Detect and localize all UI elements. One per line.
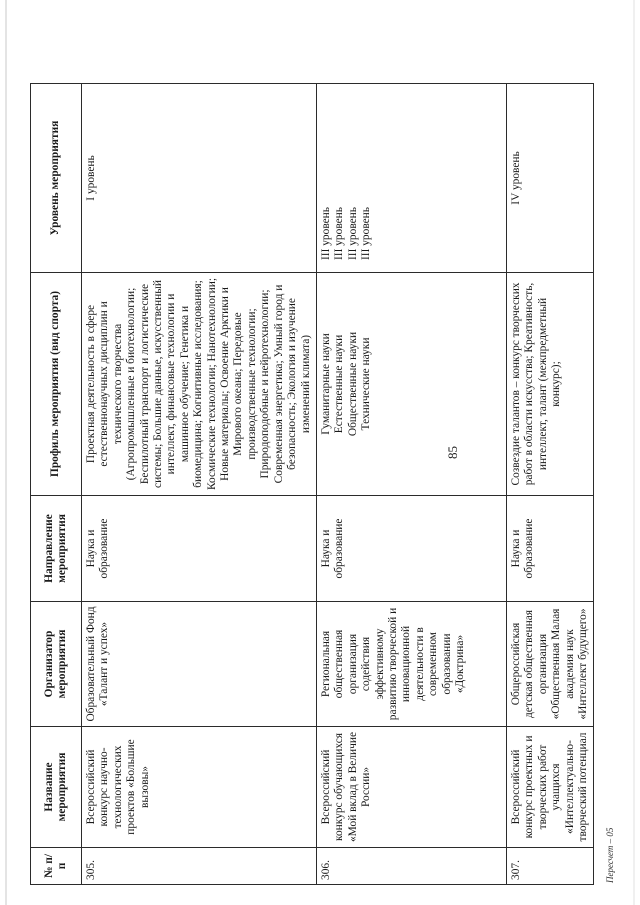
header-num: № п/п: [31, 848, 82, 885]
event-organizer: Общероссийская детская общественная организация «Общественная Малая академия наук «Интеллект будущего»: [506, 602, 593, 727]
header-name: Название мероприятия: [31, 727, 82, 848]
event-profile: Проектная деятельность в сфере естественнонаучных дисциплин и технического творчества (Агропромышленные и биотехнологии; Беспилотный транспорт и логистические системы; Большие данные, искусственный интеллект, финансовые технологии и машинное обучение; Генетика и биомедицина; Когнитивные исследования; Космические технологии; Нанотехнологии; Новые материалы; Освоение Арктики и Мирового океана; Передовые производственные технологии; Природоподобные и нейротехнологии; Современная энергетика; Умный город и безопасность; Экология и изучение изменений климата): [82, 273, 317, 496]
level-item: III уровень: [333, 207, 346, 260]
profile-item: Гуманитарные науки: [319, 333, 332, 435]
table-row: [316, 84, 506, 885]
event-level: I уровень: [82, 84, 317, 273]
header-row: [31, 84, 82, 885]
event-profile: Созвездие талантов – конкурс творческих работ в области искусства; Креативность, интеллект, талант (межпредметный конкурс);: [506, 273, 593, 496]
row-num: 305.: [82, 848, 317, 885]
table-row: [506, 84, 593, 885]
event-direction: Наука и образование: [316, 496, 506, 602]
event-organizer: Образовательный Фонд «Талант и успех»: [82, 602, 317, 727]
event-direction: Наука и образование: [506, 496, 593, 602]
event-name: Всероссийский конкурс проектных и творческих работ учащихся «Интеллектуально-творческий потенциал: [506, 727, 593, 848]
level-item: III уровень: [360, 207, 373, 260]
row-num: 306.: [316, 848, 506, 885]
table-row: [82, 84, 317, 885]
level-item: III уровень: [319, 207, 332, 260]
page-number: 85: [445, 446, 460, 459]
event-direction: Наука и образование: [82, 496, 317, 602]
event-level-list: [316, 84, 506, 273]
event-name: Всероссийский конкурс научно-технологических проектов «Большие вызовы»: [82, 727, 317, 848]
level-item: III уровень: [346, 207, 359, 260]
event-organizer: Региональная общественная организация содействия эффективному развитию творческой и инновационной деятельности в современном образовании «Доктрина»: [316, 602, 506, 727]
header-profile: Профиль мероприятия (вид спорта): [31, 273, 82, 496]
header-organizer: Организатор мероприятия: [31, 602, 82, 727]
header-level: Уровень мероприятия: [31, 84, 82, 273]
profile-item: Технические науки: [360, 337, 373, 431]
row-num: 307.: [506, 848, 593, 885]
profile-item: Общественные науки: [346, 331, 359, 437]
header-direction: Направление мероприятия: [31, 496, 82, 602]
event-profile-list: [316, 273, 506, 496]
profile-item: Естественные науки: [333, 334, 346, 434]
event-name: Всероссийский конкурс обучающихся «Мой вклад в Величие России»: [316, 727, 506, 848]
footer-note: Пересчет – 05: [605, 827, 615, 883]
events-table: [30, 83, 594, 885]
event-level: IV уровень: [506, 84, 593, 273]
